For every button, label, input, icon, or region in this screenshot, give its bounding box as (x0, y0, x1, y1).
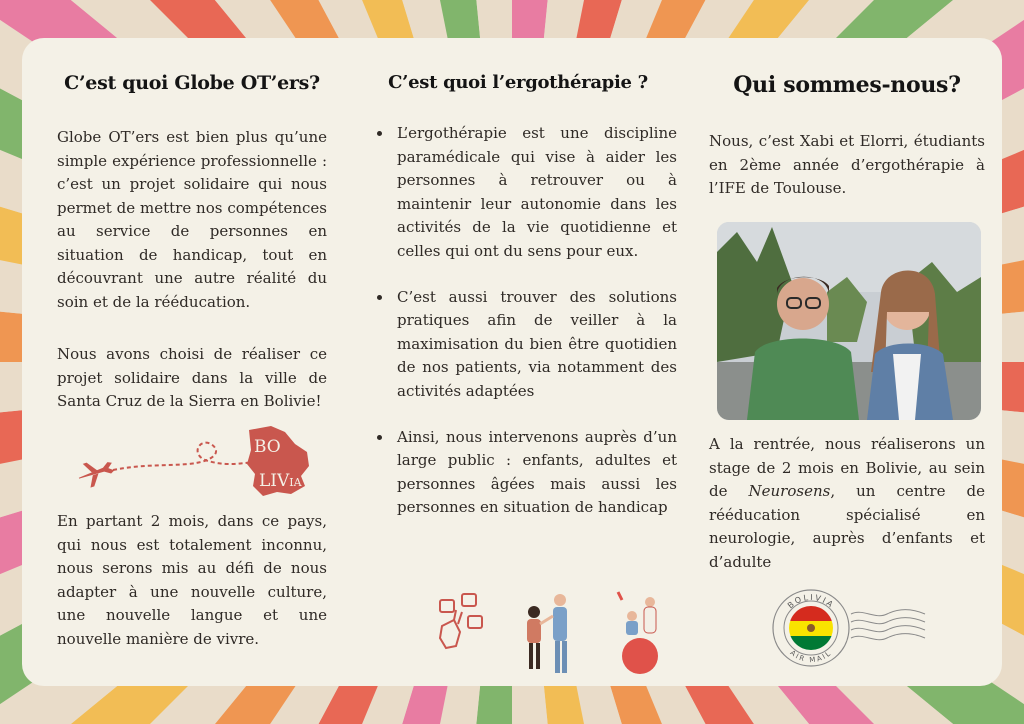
airplane-icon (75, 455, 117, 490)
bolivia-air-mail-postmark (771, 586, 931, 670)
svg-text:AIR MAIL (789, 649, 834, 664)
puzzle-hand-icon (440, 594, 482, 648)
photo-xabi-elorri (717, 222, 981, 420)
bullet-definition: L’ergothérapie est une discipline paramédicale qui vise à aider les personnes à retrouver ou à maintenir leur autonomie dans les activités de la vie quotidienne et celles qui ont du sens pour eux. (377, 122, 677, 264)
stamp-text-bo: BO (254, 437, 281, 457)
child-walking-icon (527, 594, 567, 673)
heading-qui-sommes-nous: Qui sommes-nous? (733, 72, 961, 98)
paragraph-presentation: Nous, c’est Xabi et Elorri, étudiants en 2ème année d’ergothérapie à l’IFE de Toulouse. (709, 132, 985, 197)
paragraph-destination: Nous avons choisi de réaliser ce projet solidaire dans la ville de Santa Cruz de la Sierra en Bolivie! (57, 345, 327, 410)
stamp-text-liv: LIV (259, 471, 290, 491)
therapy-illustrations (432, 590, 672, 682)
paragraph-project-intro: Globe OT’ers est bien plus qu’une simple expérience professionnelle : c’est un projet solidaire qui nous permet de mettre nos compétences au service de personnes en situation de handicap, tout en découvrant une autre réalité du soin et de la rééducation. (57, 128, 327, 311)
postmark-bottom-text: AIR MAIL (788, 648, 834, 665)
bullet-solutions: C’est aussi trouver des solutions pratiques afin de veiller à la maximisation du bien être quotidien de nos patients, via notamment des activités adaptées (377, 286, 677, 404)
heading-globe-oters: C’est quoi Globe OT’ers? (64, 72, 320, 94)
ergotherapie-bullet-list (377, 122, 677, 542)
svg-text:BO (254, 437, 281, 457)
postmark-top-text: BOLIVIA (785, 592, 837, 611)
brochure-panel (22, 38, 1002, 686)
heading-ergotherapie: C’est quoi l’ergothérapie ? (388, 72, 648, 93)
bolivia-travel-illustration (73, 424, 313, 504)
stamp-text-ia: IA (289, 476, 302, 489)
neurosens-name: Neurosens (748, 482, 831, 500)
paragraph-challenge: En partant 2 mois, dans ce pays, qui nous est totalement inconnu, nous serons mis au défi de nous adapter à une nouvelle culture, une nouvelle langue et une nouvelle manière de vivre. (57, 512, 327, 648)
bolivia-map-stamp (247, 426, 309, 496)
paragraph-stage-neurosens: A la rentrée, nous réaliserons un stage de 2 mois en Bolivie, au sein de Neurosens, un centre de rééducation spécialisé en neurologie, auprès d’enfants et d’adulte (709, 435, 985, 571)
exercise-ball-icon (618, 592, 658, 674)
bolivia-flag-icon (789, 606, 833, 651)
bullet-public: Ainsi, nous intervenons auprès d’un large public : enfants, adultes et personnes âgées mais aussi les personnes en situation de handicap (377, 426, 677, 520)
